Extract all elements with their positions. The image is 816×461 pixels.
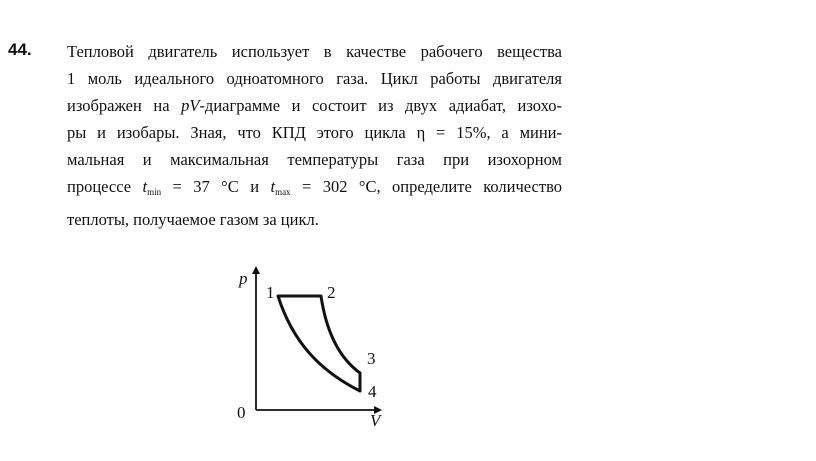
text-fragment: изображен на bbox=[67, 96, 182, 115]
problem-line-4 bbox=[67, 119, 562, 146]
text-fragment: ры и изобары. Зная, что КПД этого цикла bbox=[67, 123, 417, 142]
tmin-subscript: min bbox=[147, 187, 162, 197]
problem-line-6 bbox=[67, 173, 562, 206]
problem-statement bbox=[67, 38, 562, 233]
text-fragment: процессе bbox=[67, 177, 143, 196]
point-4-label: 4 bbox=[368, 382, 377, 401]
problem-line-5: мальная и максимальная температуры газа при изохорном bbox=[67, 150, 562, 169]
v-axis-label: V bbox=[370, 411, 381, 430]
p-axis-label: p bbox=[239, 269, 248, 288]
origin-label: 0 bbox=[237, 403, 246, 422]
problem-line-7: теплоты, получаемое газом за цикл. bbox=[67, 210, 319, 229]
pv-term: pV bbox=[181, 96, 200, 115]
tmax-subscript: max bbox=[275, 187, 291, 197]
problem-line-3 bbox=[67, 92, 562, 119]
text-fragment: , а мини- bbox=[486, 123, 562, 142]
tmax-value: = 302 °C bbox=[290, 177, 377, 196]
cycle-outline bbox=[278, 296, 360, 391]
tmax-symbol: t bbox=[270, 177, 276, 196]
tmin-value: = 37 °C и bbox=[161, 177, 271, 196]
text-fragment: -диаграмме и состоит из двух адиабат, изохо- bbox=[199, 96, 562, 115]
tmin-symbol: t bbox=[142, 177, 148, 196]
point-2-label: 2 bbox=[327, 283, 336, 302]
pv-diagram-graphic bbox=[228, 262, 388, 437]
point-1-label: 1 bbox=[266, 283, 275, 302]
problem-line-2: 1 моль идеального одноатомного газа. Цикл работы двигателя bbox=[67, 69, 562, 88]
problem-line-1: Тепловой двигатель использует в качестве рабочего вещества bbox=[67, 42, 562, 61]
point-3-label: 3 bbox=[367, 349, 376, 368]
pv-diagram bbox=[228, 262, 388, 437]
efficiency-value: η = 15% bbox=[416, 123, 487, 142]
text-fragment: , определите количество bbox=[376, 177, 562, 196]
problem-number: 44. bbox=[8, 40, 32, 59]
